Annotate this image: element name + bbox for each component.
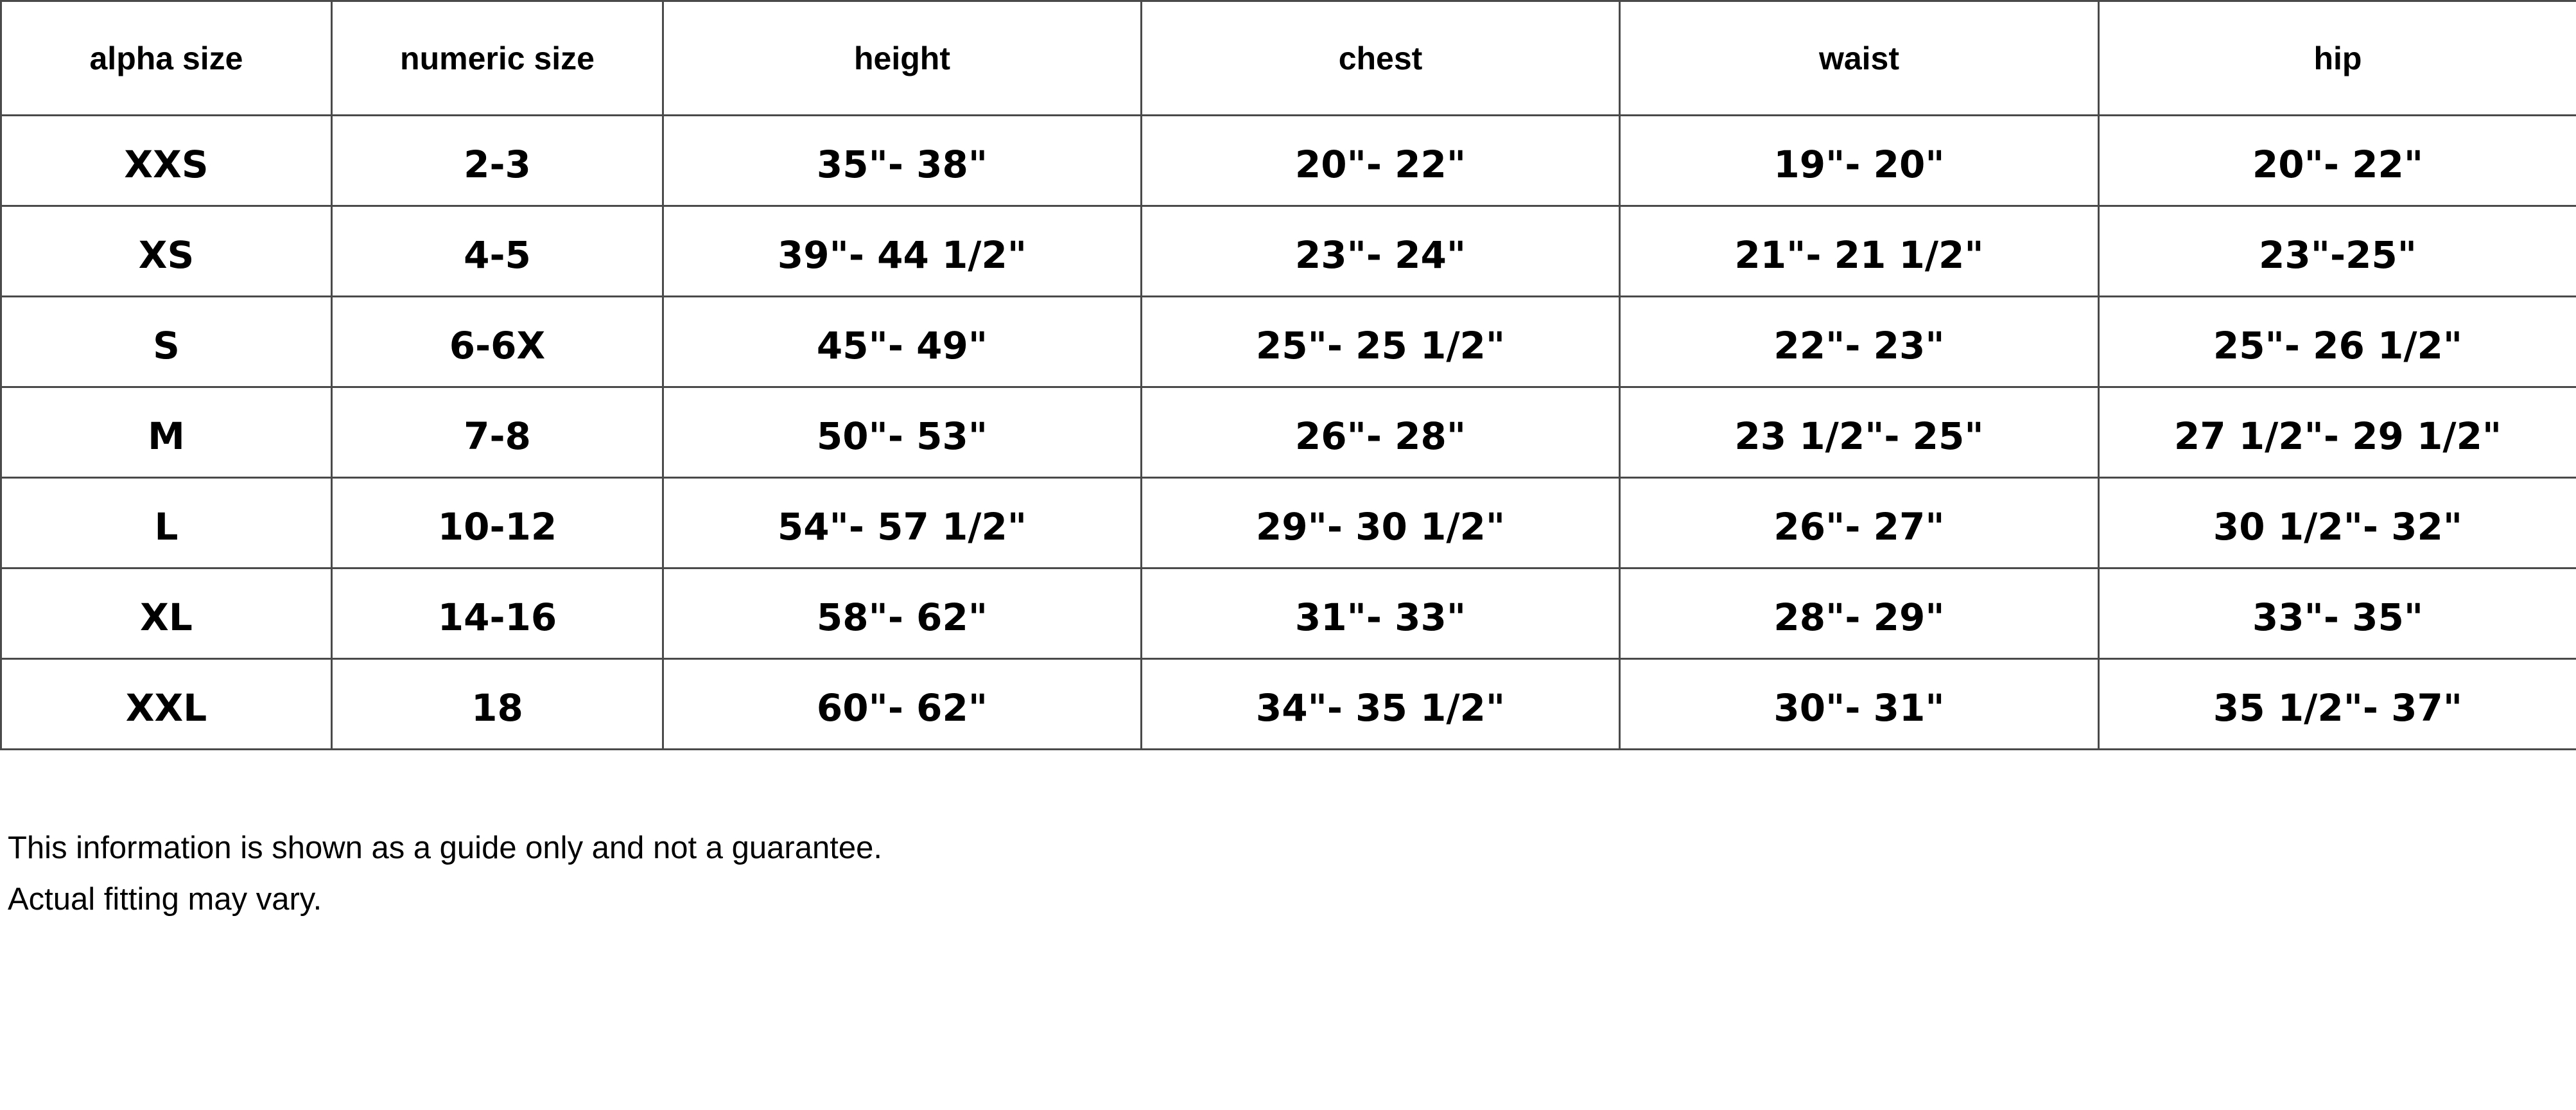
cell-waist: 30"- 31"	[1620, 659, 2099, 750]
cell-waist: 28"- 29"	[1620, 568, 2099, 659]
cell-chest: 29"- 30 1/2"	[1142, 478, 1620, 568]
table-row	[1, 116, 2576, 206]
disclaimer-fitting-note: Actual fitting may vary.	[8, 882, 322, 917]
cell-numeric-size: 10-12	[332, 478, 663, 568]
header-alpha-size: alpha size	[1, 1, 332, 116]
cell-alpha-size: M	[1, 387, 332, 478]
header-hip: hip	[2099, 1, 2576, 116]
cell-alpha-size: XS	[1, 206, 332, 297]
cell-numeric-size: 14-16	[332, 568, 663, 659]
header-waist: waist	[1620, 1, 2099, 116]
header-numeric-size: numeric size	[332, 1, 663, 116]
cell-alpha-size: XXL	[1, 659, 332, 750]
cell-height: 58"- 62"	[663, 568, 1142, 659]
cell-numeric-size: 18	[332, 659, 663, 750]
cell-chest: 23"- 24"	[1142, 206, 1620, 297]
cell-alpha-size: S	[1, 297, 332, 387]
cell-hip: 23"-25"	[2099, 206, 2576, 297]
cell-numeric-size: 7-8	[332, 387, 663, 478]
table-row	[1, 659, 2576, 750]
cell-waist: 26"- 27"	[1620, 478, 2099, 568]
cell-hip: 20"- 22"	[2099, 116, 2576, 206]
size-chart-body	[1, 116, 2576, 750]
table-row	[1, 568, 2576, 659]
cell-chest: 25"- 25 1/2"	[1142, 297, 1620, 387]
table-row	[1, 297, 2576, 387]
cell-alpha-size: L	[1, 478, 332, 568]
cell-hip: 33"- 35"	[2099, 568, 2576, 659]
cell-hip: 30 1/2"- 32"	[2099, 478, 2576, 568]
cell-waist: 19"- 20"	[1620, 116, 2099, 206]
cell-chest: 26"- 28"	[1142, 387, 1620, 478]
header-row	[1, 1, 2576, 116]
header-chest: chest	[1142, 1, 1620, 116]
cell-height: 45"- 49"	[663, 297, 1142, 387]
cell-height: 60"- 62"	[663, 659, 1142, 750]
cell-numeric-size: 2-3	[332, 116, 663, 206]
cell-numeric-size: 6-6X	[332, 297, 663, 387]
table-row	[1, 387, 2576, 478]
cell-waist: 21"- 21 1/2"	[1620, 206, 2099, 297]
cell-numeric-size: 4-5	[332, 206, 663, 297]
header-height: height	[663, 1, 1142, 116]
cell-chest: 34"- 35 1/2"	[1142, 659, 1620, 750]
cell-hip: 25"- 26 1/2"	[2099, 297, 2576, 387]
size-chart-header	[1, 1, 2576, 116]
table-row	[1, 478, 2576, 568]
cell-hip: 35 1/2"- 37"	[2099, 659, 2576, 750]
cell-waist: 23 1/2"- 25"	[1620, 387, 2099, 478]
cell-chest: 31"- 33"	[1142, 568, 1620, 659]
cell-height: 35"- 38"	[663, 116, 1142, 206]
cell-height: 54"- 57 1/2"	[663, 478, 1142, 568]
cell-waist: 22"- 23"	[1620, 297, 2099, 387]
table-row	[1, 206, 2576, 297]
cell-hip: 27 1/2"- 29 1/2"	[2099, 387, 2576, 478]
cell-alpha-size: XL	[1, 568, 332, 659]
cell-alpha-size: XXS	[1, 116, 332, 206]
cell-height: 39"- 44 1/2"	[663, 206, 1142, 297]
disclaimer-guide-note: This information is shown as a guide only and not a guarantee.	[8, 831, 882, 865]
cell-height: 50"- 53"	[663, 387, 1142, 478]
cell-chest: 20"- 22"	[1142, 116, 1620, 206]
